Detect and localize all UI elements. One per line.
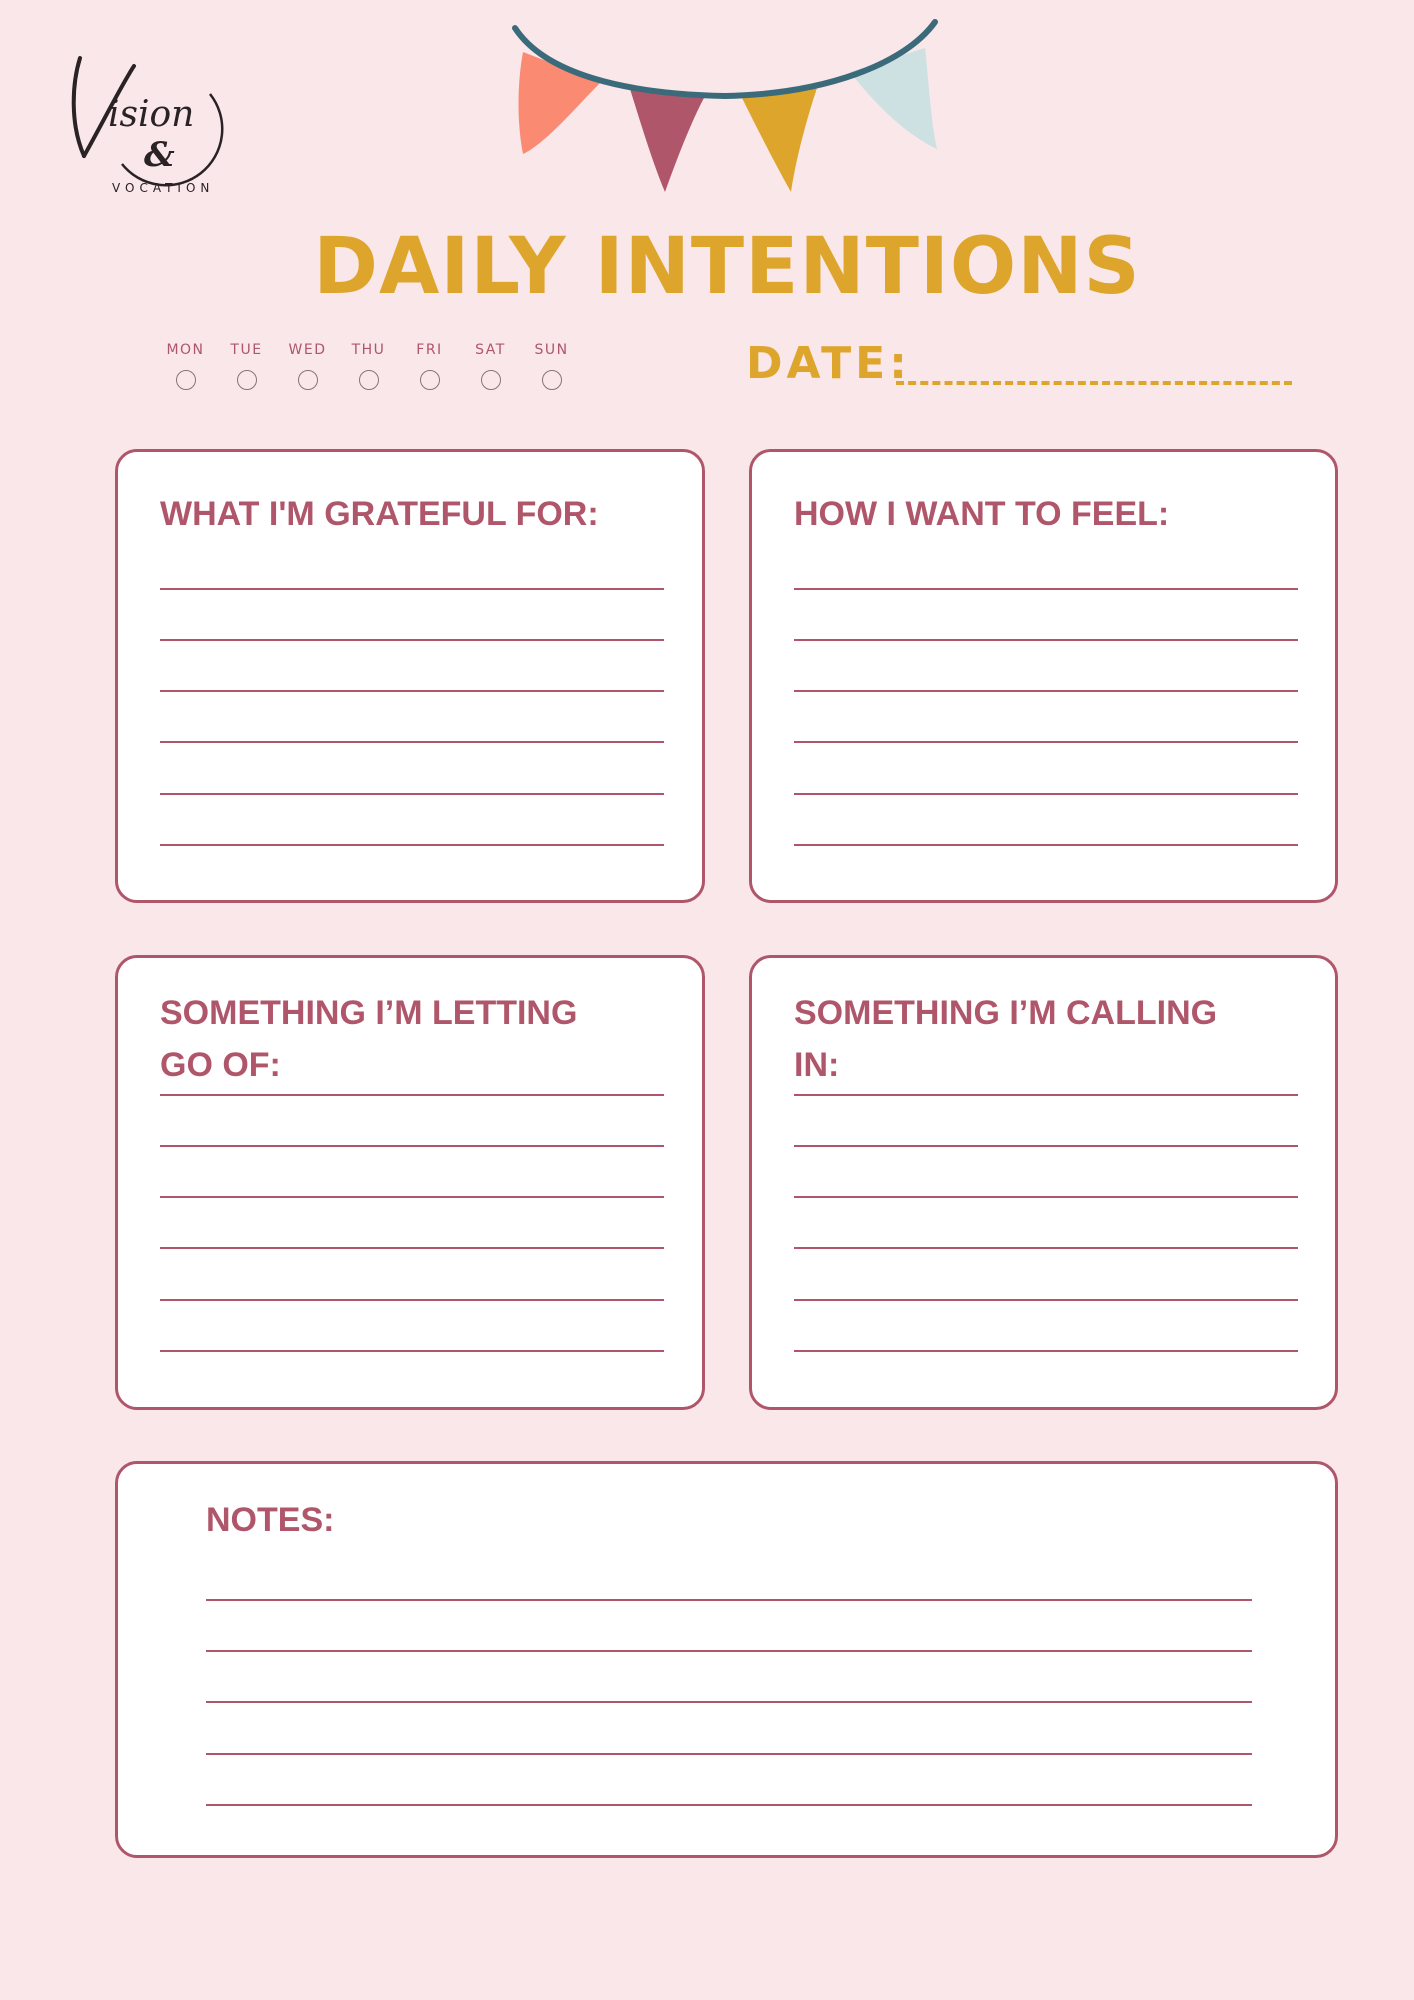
vision-vocation-logo (62, 44, 232, 204)
heading-line: GO OF: (160, 1046, 281, 1084)
writing-line[interactable] (160, 588, 664, 590)
heading-line: IN: (794, 1046, 840, 1084)
date-label: DATE: (746, 338, 911, 389)
writing-line[interactable] (206, 1804, 1252, 1806)
day-checkbox[interactable] (420, 370, 440, 390)
writing-line[interactable] (206, 1701, 1252, 1703)
writing-line[interactable] (160, 1145, 664, 1147)
svg-text:&: & (144, 135, 175, 175)
heading-line: HOW I WANT TO FEEL: (794, 495, 1170, 533)
writing-line[interactable] (794, 1196, 1298, 1198)
day-tue (216, 342, 277, 390)
writing-line[interactable] (160, 639, 664, 641)
writing-line[interactable] (794, 639, 1298, 641)
heading-line: WHAT I'M GRATEFUL FOR: (160, 495, 599, 533)
svg-text:ision: ision (108, 94, 195, 135)
notes-heading (206, 1494, 334, 1546)
day-thu (338, 342, 399, 390)
writing-line[interactable] (160, 793, 664, 795)
feel-card (749, 449, 1338, 903)
grateful-heading (160, 488, 599, 540)
writing-line[interactable] (160, 1247, 664, 1249)
writing-line[interactable] (160, 1094, 664, 1096)
writing-line[interactable] (160, 690, 664, 692)
writing-line[interactable] (160, 844, 664, 846)
letting-go-heading (160, 987, 577, 1091)
writing-line[interactable] (794, 690, 1298, 692)
calling-in-card (749, 955, 1338, 1410)
writing-line[interactable] (160, 1196, 664, 1198)
writing-line[interactable] (794, 844, 1298, 846)
day-label: WED (288, 342, 327, 358)
day-checkbox[interactable] (237, 370, 257, 390)
day-wed (277, 342, 338, 390)
calling-in-heading (794, 987, 1217, 1091)
writing-line[interactable] (206, 1753, 1252, 1755)
heading-line: SOMETHING I’M LETTING (160, 994, 578, 1032)
day-label: SUN (534, 342, 569, 358)
writing-line[interactable] (794, 1247, 1298, 1249)
writing-line[interactable] (160, 1350, 664, 1352)
day-sat (460, 342, 521, 390)
date-field[interactable] (896, 381, 1292, 385)
day-fri (399, 342, 460, 390)
writing-line[interactable] (160, 741, 664, 743)
writing-line[interactable] (794, 1094, 1298, 1096)
writing-line[interactable] (206, 1599, 1252, 1601)
page-title: DAILY INTENTIONS (313, 222, 1141, 312)
writing-line[interactable] (794, 1299, 1298, 1301)
day-sun (521, 342, 582, 390)
day-checkbox[interactable] (298, 370, 318, 390)
day-checkbox[interactable] (542, 370, 562, 390)
letting-go-card (115, 955, 705, 1410)
day-checkbox[interactable] (359, 370, 379, 390)
day-label: FRI (416, 342, 443, 358)
day-checkbox[interactable] (481, 370, 501, 390)
day-label: THU (351, 342, 386, 358)
day-checkbox[interactable] (176, 370, 196, 390)
writing-line[interactable] (794, 1145, 1298, 1147)
day-label: MON (166, 342, 205, 358)
grateful-card (115, 449, 705, 903)
writing-line[interactable] (160, 1299, 664, 1301)
writing-line[interactable] (794, 793, 1298, 795)
writing-line[interactable] (794, 1350, 1298, 1352)
writing-line[interactable] (206, 1650, 1252, 1652)
day-mon (155, 342, 216, 390)
weekday-selector (155, 342, 582, 390)
feel-heading (794, 488, 1169, 540)
svg-text:VOCATION: VOCATION (112, 181, 215, 195)
heading-line: NOTES: (206, 1501, 335, 1539)
day-label: SAT (475, 342, 506, 358)
heading-line: SOMETHING I’M CALLING (794, 994, 1218, 1032)
writing-line[interactable] (794, 588, 1298, 590)
notes-card (115, 1461, 1338, 1858)
day-label: TUE (230, 342, 263, 358)
bunting-decoration (505, 14, 945, 199)
writing-line[interactable] (794, 741, 1298, 743)
